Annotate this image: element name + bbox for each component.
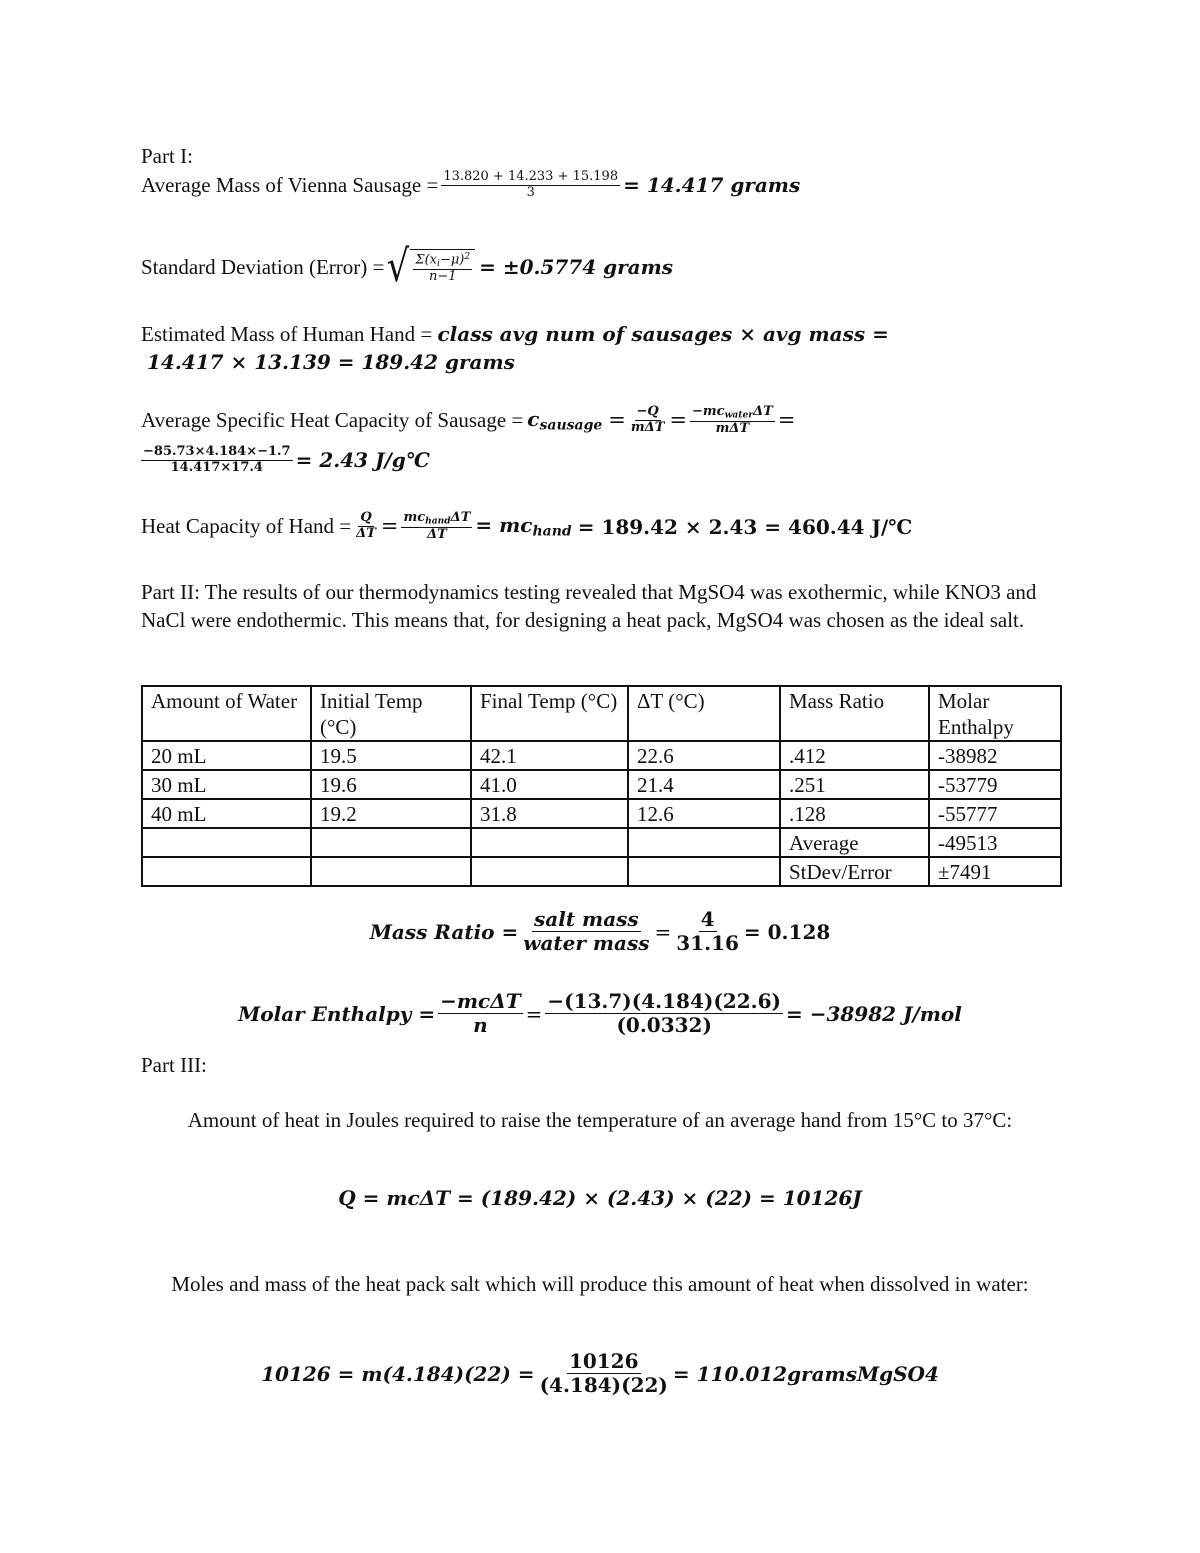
table-header-row [142,686,1061,741]
fraction-denominator: (4.184)(22) [539,1373,668,1397]
table-cell [471,857,628,886]
table-cell [471,828,628,857]
heat-equation: Q = mcΔT = (189.42) × (2.43) × (22) = 10126J [338,1186,862,1210]
equals-sign: = [380,514,399,539]
numerator-tail: −μ) [439,252,465,268]
mass-ratio-label: Mass Ratio = [369,919,519,944]
table-row [142,770,1061,799]
final-result: = 110.012gramsMgSO4 [672,1361,939,1386]
table-cell: 30 mL [142,770,311,799]
square-root [384,241,475,292]
fraction-denominator: 14.417×17.4 [170,459,263,475]
molar-enthalpy-fraction-1 [438,990,523,1037]
fraction-numerator: salt mass [534,907,639,931]
average-mass-fraction [441,170,620,201]
standard-deviation-formula [141,241,674,292]
hand-heat-symbol: = $mc_{hand}$ [475,513,572,540]
molar-enthalpy-fraction-2 [545,990,783,1037]
specific-heat-fraction-1 [629,405,667,436]
numerator-subscript: water [724,409,754,421]
final-fraction [538,1350,670,1397]
table-cell [628,857,780,886]
molar-enthalpy-label: Molar Enthalpy = [238,1001,436,1026]
radical-icon: √ [387,241,410,292]
table-cell [311,857,471,886]
fraction-numerator: Σ(x [415,252,438,268]
hand-heat-result: = 189.42 × 2.43 = 460.44 J/℃ [577,514,913,539]
molar-enthalpy-formula [0,990,1200,1037]
equals-sign: = [525,1001,543,1026]
part-one-heading: Part I: [141,144,193,168]
final-lhs: 10126 = m(4.184)(22) = [261,1361,535,1386]
hand-mass-expression: class avg num of sausages × avg mass = [437,322,889,346]
specific-heat-line-1 [141,405,795,437]
table-cell: 21.4 [628,770,780,799]
fraction-denominator: 31.16 [676,931,739,955]
equals-sign: = [608,408,626,433]
specific-heat-line-2 [141,445,430,476]
table-cell: 20 mL [142,741,311,770]
table-cell: -55777 [929,799,1061,828]
mass-ratio-fraction-2 [674,908,741,955]
table-cell [628,828,780,857]
table-cell: 41.0 [471,770,628,799]
average-mass-label: Average Mass of Vienna Sausage = [141,172,439,197]
average-mass-formula [141,170,800,201]
average-mass-result: = 14.417 grams [623,173,801,198]
numerator-subscript: i [437,258,440,269]
standard-deviation-label: Standard Deviation (Error) = [141,254,385,279]
column-header: Amount of Water [142,686,311,741]
numerator-tail: ΔT [450,510,471,525]
column-header: Mass Ratio [780,686,929,741]
table-cell: 19.5 [311,741,471,770]
specific-heat-fraction-2 [690,405,775,437]
table-cell: 19.2 [311,799,471,828]
mass-ratio-result: = 0.128 [743,919,831,944]
fraction-numerator: −85.73×4.184×−1.7 [143,444,291,459]
std-dev-fraction [413,252,472,285]
table-row [142,828,1061,857]
fraction-numerator: 4 [700,907,715,931]
table-cell: Average [780,828,929,857]
heat-required-text: Amount of heat in Joules required to raise the temperature of an average hand from 15°C to 37°C: [187,1108,1013,1132]
specific-heat-label: Average Specific Heat Capacity of Sausage = [141,408,524,433]
part-three-heading: Part III: [141,1053,207,1077]
numerator-tail: ΔT [753,404,773,419]
fraction-denominator: mΔT [630,420,665,436]
equals-sign: = [669,408,687,433]
fraction-numerator: mc [403,510,426,525]
column-header: ΔT (°C) [628,686,780,741]
moles-mass-text: Moles and mass of the heat pack salt which will produce this amount of heat when dissolved in water: [171,1272,1029,1296]
specific-heat-result: = 2.43 J/g℃ [295,448,430,473]
molar-enthalpy-result: = −38982 J/mol [785,1001,962,1026]
final-salt-equation [0,1350,1200,1397]
fraction-numerator: −Q [636,404,659,420]
hand-heat-fraction-1 [354,511,378,542]
hand-heat-capacity-formula [141,511,912,543]
table-row [142,799,1061,828]
table-cell: 22.6 [628,741,780,770]
table-cell: 40 mL [142,799,311,828]
hand-heat-fraction-2 [401,511,472,543]
specific-heat-symbol: $c_{sausage}$ [527,407,603,434]
mass-ratio-formula [0,908,1200,955]
fraction-denominator: n−1 [429,269,457,285]
equals-sign: = [654,919,672,944]
fraction-numerator: 10126 [568,1349,639,1373]
table-cell: -38982 [929,741,1061,770]
table-cell: .412 [780,741,929,770]
table-cell: .128 [780,799,929,828]
part-two-intro: Part II: The results of our thermodynamics testing revealed that MgSO4 was exothermic, while KNO3 and NaCl were endothermic. This means that, for designing a heat pack, MgSO4 was chosen as the ideal salt. [141,580,1037,632]
fraction-denominator: mΔT [715,420,750,436]
hand-mass-label: Estimated Mass of Human Hand = [141,322,433,346]
table-cell: StDev/Error [780,857,929,886]
column-header: Final Temp (°C) [471,686,628,741]
table-cell: ±7491 [929,857,1061,886]
numerator-subscript: hand [425,515,451,527]
fraction-numerator: −mc [692,404,725,419]
table-row [142,857,1061,886]
equals-sign: = [777,408,796,433]
hand-mass-line-1 [141,324,889,345]
table-cell: .251 [780,770,929,799]
fraction-denominator: water mass [523,931,650,955]
fraction-denominator: 3 [526,184,535,200]
specific-heat-fraction-3 [141,445,293,476]
column-header: Molar Enthalpy [929,686,1061,741]
fraction-denominator: ΔT [427,526,447,542]
fraction-denominator: n [473,1013,488,1037]
table-cell [142,857,311,886]
fraction-denominator: (0.0332) [616,1013,712,1037]
fraction-numerator: Q [360,510,372,526]
mass-ratio-fraction-1 [521,908,651,955]
table-cell: 12.6 [628,799,780,828]
table-cell: 42.1 [471,741,628,770]
fraction-numerator: −(13.7)(4.184)(22.6) [547,989,781,1013]
standard-deviation-result: = ±0.5774 grams [479,255,674,279]
column-header: Initial Temp (°C) [311,686,471,741]
table-cell [142,828,311,857]
hand-mass-line-2: 14.417 × 13.139 = 189.42 grams [147,350,515,374]
fraction-numerator: −mcΔT [440,989,521,1013]
table-row [142,741,1061,770]
table-cell: 31.8 [471,799,628,828]
table-cell: -49513 [929,828,1061,857]
hand-heat-label: Heat Capacity of Hand = [141,514,352,539]
fraction-denominator: ΔT [356,526,376,542]
fraction-numerator: 13.820 + 14.233 + 15.198 [443,169,619,184]
thermodynamics-table [141,685,1062,887]
numerator-superscript: 2 [464,251,471,262]
table-cell [311,828,471,857]
table-cell: 19.6 [311,770,471,799]
table-cell: -53779 [929,770,1061,799]
